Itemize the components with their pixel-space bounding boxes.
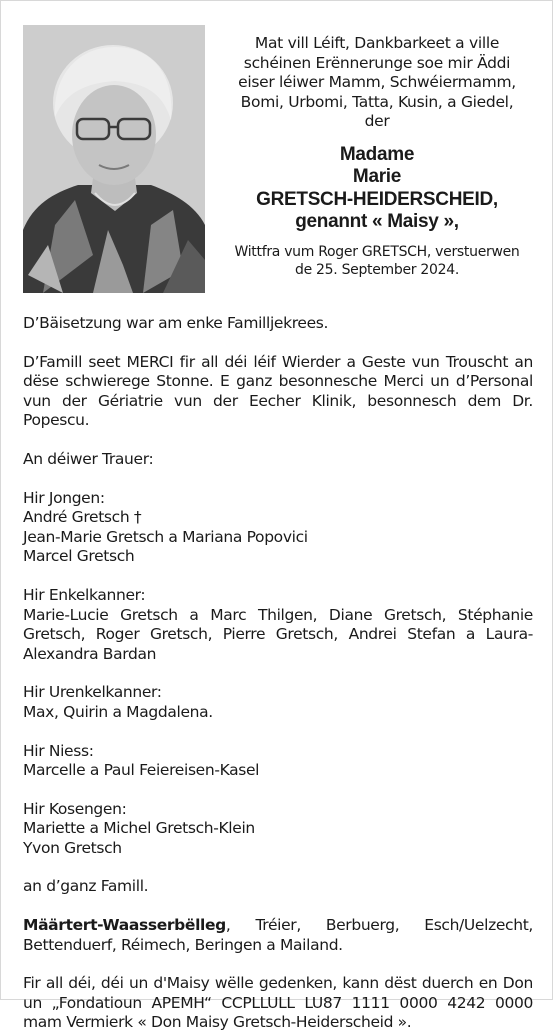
intro-line: Bomi, Urbomi, Tatta, Kusin, a Giedel, xyxy=(240,92,514,111)
niece-line: Marcelle a Paul Feiereisen-Kasel xyxy=(23,761,260,780)
burial-text: D’Bäisetzung war am enke Familljekrees. xyxy=(23,314,329,332)
widow-info xyxy=(215,243,539,279)
places-rest: , Tréier, Berbuerg, Esch/Uelzecht, Bettenduerf, Réimech, Beringen a Mailand. xyxy=(23,916,533,954)
mourning-text: An déiwer Trauer: xyxy=(23,449,154,468)
intro-line: der xyxy=(364,112,390,131)
farewell-intro xyxy=(215,34,539,132)
intro-line: Mat vill Léift, Dankbarkeet a ville xyxy=(254,34,500,52)
cousins-heading: Hir Kosengen: xyxy=(23,799,127,818)
sons-line: Marcel Gretsch xyxy=(23,547,135,566)
great-grandchildren-line: Max, Quirin a Magdalena. xyxy=(23,702,213,721)
sons-line: Jean-Marie Gretsch a Mariana Popovici xyxy=(23,527,308,546)
sons-line: André Gretsch † xyxy=(23,508,142,527)
widow-line: de 25. September 2024. xyxy=(295,261,459,278)
portrait-photo xyxy=(23,25,205,293)
widow-line: Wittfra vum Roger GRETSCH, verstuerwen xyxy=(234,243,520,260)
places-bold: Määrtert-Waasserbëlleg xyxy=(23,916,226,935)
grandchildren-heading: Hir Enkelkanner: xyxy=(23,585,146,604)
places-text xyxy=(23,916,533,955)
name-line: Marie xyxy=(352,166,402,188)
name-line: genannt « Maisy », xyxy=(295,211,459,233)
niece-heading: Hir Niess: xyxy=(23,741,94,760)
notice-body xyxy=(23,314,533,1033)
grandchildren-text: Marie-Lucie Gretsch a Marc Thilgen, Diane Gretsch, Stéphanie Gretsch, Roger Gretsch, Pierre Gretsch, Andrei Stefan a Laura-Alexandra Bardan xyxy=(23,605,533,663)
name-line: Madame xyxy=(339,143,415,165)
intro-line: eiser léiwer Mamm, Schwéiermamm, xyxy=(238,73,516,92)
intro-line: schéinen Erënnerunge soe mir Äddi xyxy=(243,53,511,72)
sons-heading: Hir Jongen: xyxy=(23,488,105,507)
notice-header xyxy=(215,34,539,279)
thanks-text: D’Famill seet MERCI fir all déi léif Wierder a Geste vun Trouscht an dëse schwierege Stonne. E ganz besonnesche Merci un d’Personal vun der Gériatrie vun der Eecher Klinik, besonnesch dem Dr. Popescu. xyxy=(23,352,533,430)
deceased-name xyxy=(215,144,539,234)
name-line: GRETSCH-HEIDERSCHEID, xyxy=(256,188,498,210)
cousins-line: Mariette a Michel Gretsch-Klein xyxy=(23,819,255,838)
cousins-line: Yvon Gretsch xyxy=(23,838,122,857)
family-text: an d’ganz Famill. xyxy=(23,877,149,896)
great-grandchildren-heading: Hir Urenkelkanner: xyxy=(23,683,162,702)
donation-text: Fir all déi, déi un d'Maisy wëlle gedenken, kann dëst duerch en Don un „Fondatioun APEMH“ CCPLLULL LU87 1111 0000 4242 0000 mam Vermierk « Don Maisy Gretsch-Heiderscheid ». xyxy=(23,974,533,1032)
